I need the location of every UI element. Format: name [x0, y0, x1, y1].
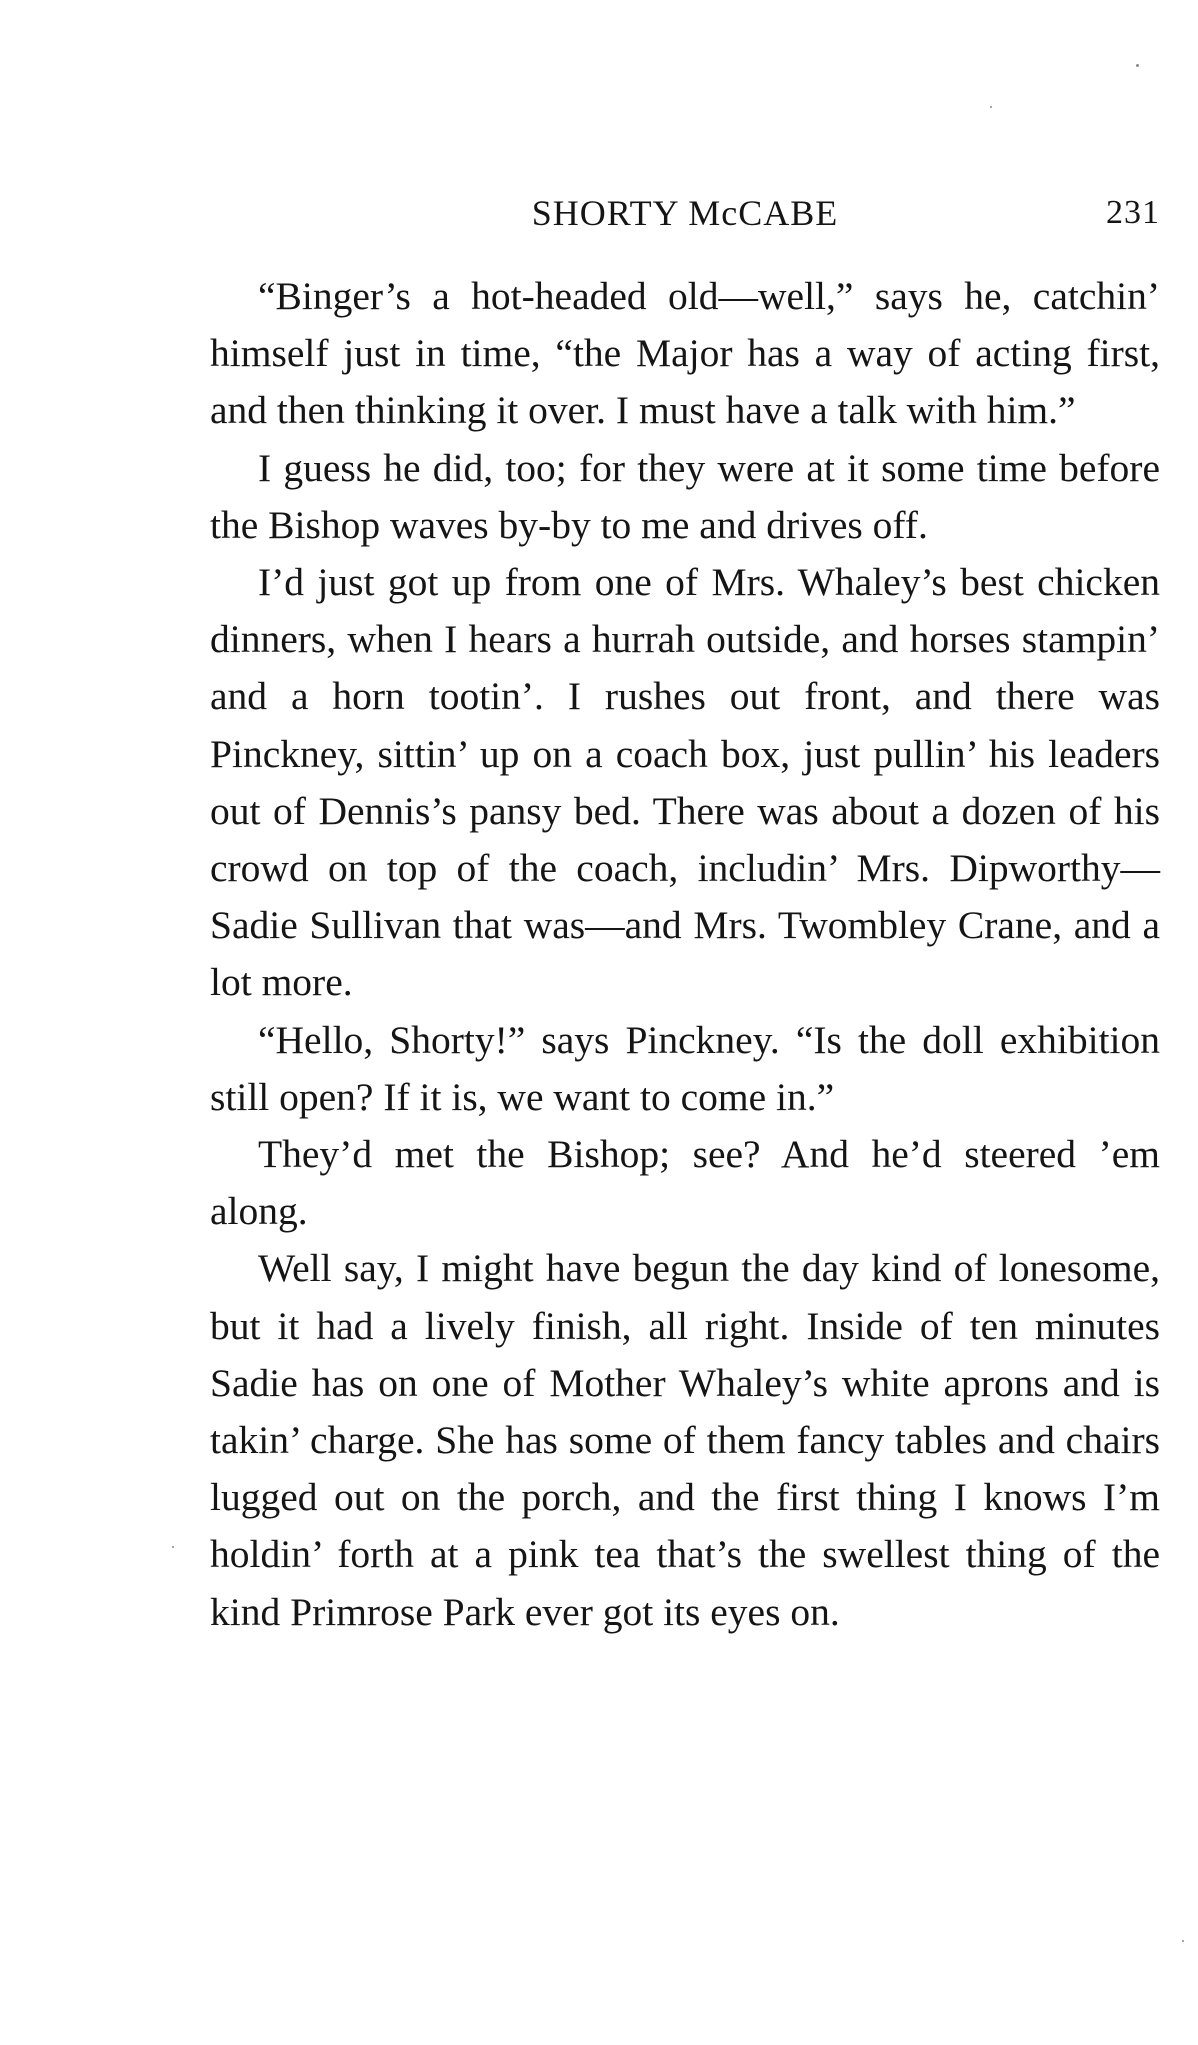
body-text — [210, 268, 1160, 1641]
running-title: SHORTY McCABE — [531, 193, 839, 233]
paper-speck — [1136, 64, 1139, 67]
paragraph: I guess he did, too; for they were at it some time before the Bishop waves by-by to me and drives off. — [210, 445, 1160, 547]
page-number: 231 — [1106, 194, 1160, 231]
paragraph: “Hello, Shorty!” says Pinckney. “Is the doll exhibition still open? If it is, we want to come in.” — [210, 1017, 1160, 1119]
paper-speck — [990, 106, 992, 108]
paragraph: “Binger’s a hot-headed old—well,” says he, catchin’ himself just in time, “the Major has a way of acting first, and then thinking it over. I must have a talk with him.” — [210, 274, 1160, 433]
paper-speck — [172, 1546, 174, 1548]
paper-speck — [1182, 1940, 1184, 1942]
running-head — [210, 192, 1160, 242]
paragraph: I’d just got up from one of Mrs. Whaley’s best chicken dinners, when I hears a hurrah outside, and horses stampin’ and a horn tootin’. I rushes out front, and there was Pinckney, sittin’ up on a coach box, just pullin’ his leaders out of Dennis’s pansy bed. There was about a dozen of his crowd on top of the coach, includin’ Mrs. Dipworthy—Sadie Sullivan that was—and Mrs. Twombley Crane, and a lot more. — [210, 560, 1160, 1005]
paragraph: Well say, I might have begun the day kind of lonesome, but it had a lively finish, all right. Inside of ten minutes Sadie has on one of Mother Whaley’s white aprons and is takin’ charge. She has some of them fancy tables and chairs lugged out on the porch, and the first thing I knows I’m holdin’ forth at a pink tea that’s the swellest thing of the kind Primrose Park ever got its eyes on. — [210, 1246, 1160, 1634]
paragraph: They’d met the Bishop; see? And he’d steered ’em along. — [210, 1132, 1160, 1234]
